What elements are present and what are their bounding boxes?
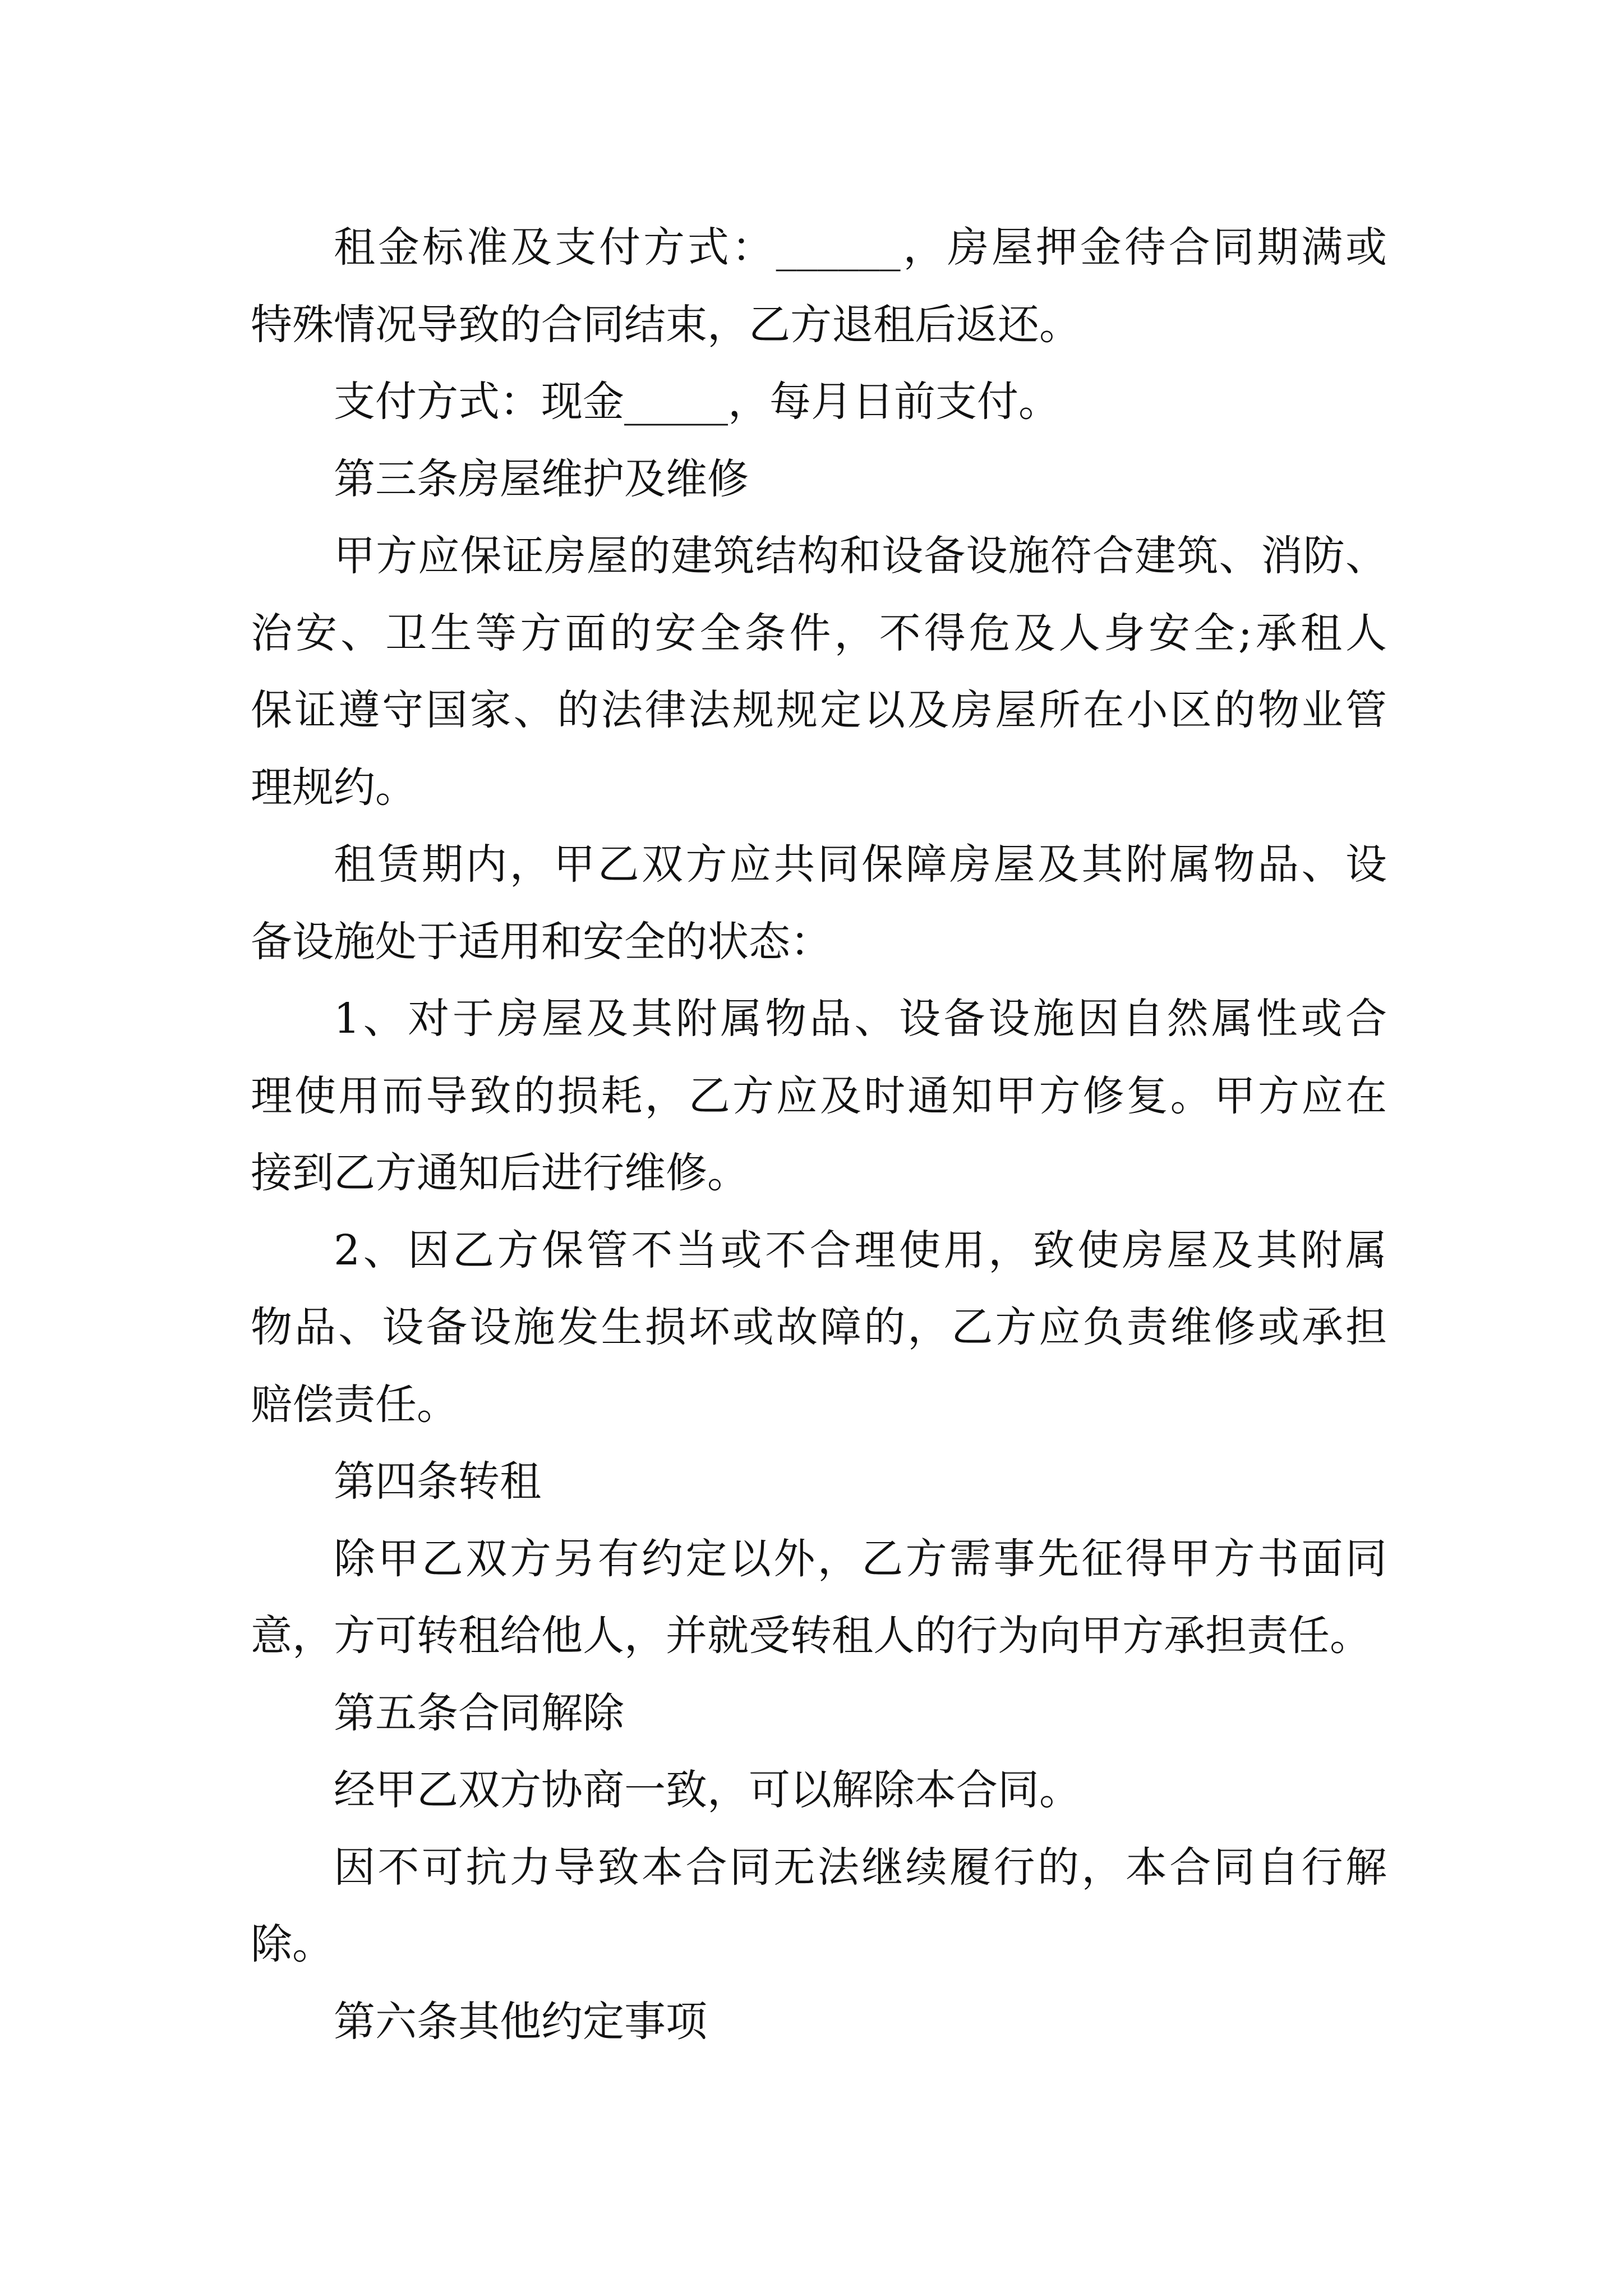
paragraph-force-majeure	[251, 1829, 1387, 1984]
paragraph-item-2	[251, 1212, 1387, 1444]
paragraph-item-1	[251, 981, 1387, 1212]
paragraph-landlord-obligations	[251, 518, 1387, 826]
text-line: 备设施处于适用和安全的状态：	[251, 917, 832, 966]
paragraph-lease-period	[251, 826, 1387, 981]
text-line: 除甲乙双方另有约定以外，乙方需事先征得甲方书面同	[334, 1534, 1387, 1583]
text-line: 理使用而导致的损耗，乙方应及时通知甲方修复。甲方应在	[251, 1071, 1387, 1120]
text-line: 理规约。	[251, 763, 417, 812]
text-line: 接到乙方通知后进行维修。	[251, 1149, 749, 1197]
text-line: 除。	[251, 1920, 334, 1968]
text-line: 2、因乙方保管不当或不合理使用，致使房屋及其附属	[334, 1226, 1387, 1274]
paragraph-rent-standard	[251, 209, 1387, 364]
section-heading: 第五条合同解除	[334, 1688, 624, 1737]
paragraph-mutual-termination	[251, 1752, 1387, 1829]
section-heading: 第四条转租	[334, 1457, 541, 1506]
text-line: 经甲乙双方协商一致，可以解除本合同。	[334, 1766, 1081, 1814]
text-line: 1、对于房屋及其附属物品、设备设施因自然属性或合	[334, 995, 1387, 1043]
text-line: 租赁期内，甲乙双方应共同保障房屋及其附属物品、设	[334, 840, 1387, 889]
document-page	[251, 209, 1387, 2060]
text-line: 因不可抗力导致本合同无法继续履行的，本合同自行解	[334, 1843, 1387, 1892]
section-heading-article-6	[251, 1984, 1387, 2061]
text-line: 意，方可转租给他人，并就受转租人的行为向甲方承担责任。	[251, 1612, 1371, 1660]
text-line: 保证遵守国家、的法律法规规定以及房屋所在小区的物业管	[251, 686, 1387, 734]
text-line: 支付方式：现金_____，每月日前支付。	[334, 378, 1060, 426]
section-heading: 第六条其他约定事项	[334, 1997, 707, 2046]
text-line: 甲方应保证房屋的建筑结构和设备设施符合建筑、消防、	[334, 532, 1387, 580]
text-line: 特殊情况导致的合同结束，乙方退租后返还。	[251, 300, 1081, 349]
text-line: 物品、设备设施发生损坏或故障的，乙方应负责维修或承担	[251, 1303, 1387, 1351]
section-heading-article-4	[251, 1443, 1387, 1521]
text-line: 租金标准及支付方式：______，房屋押金待合同期满或	[334, 223, 1387, 272]
text-line: 赔偿责任。	[251, 1380, 458, 1429]
section-heading: 第三条房屋维护及维修	[334, 454, 749, 503]
section-heading-article-3	[251, 441, 1387, 518]
paragraph-sublease	[251, 1521, 1387, 1675]
text-line: 治安、卫生等方面的安全条件，不得危及人身安全;承租人	[251, 609, 1387, 657]
section-heading-article-5	[251, 1675, 1387, 1752]
paragraph-payment-method	[251, 364, 1387, 441]
